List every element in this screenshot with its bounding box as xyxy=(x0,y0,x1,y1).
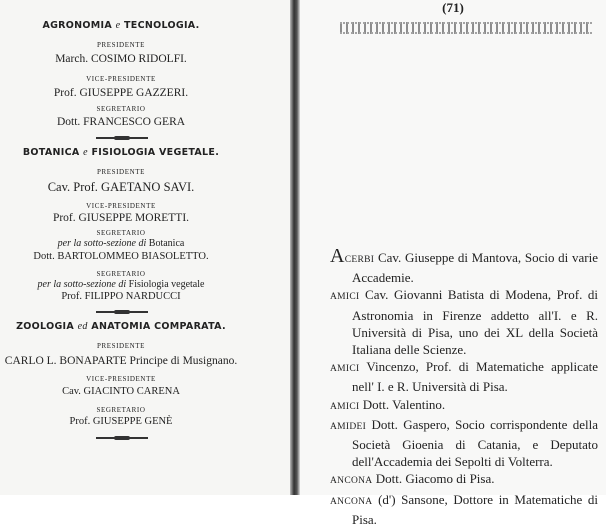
role-label: PRESIDENTE xyxy=(97,168,145,176)
list-item xyxy=(330,358,598,395)
entry-text: Dott. Valentino. xyxy=(359,396,446,412)
initial-capital: A xyxy=(330,245,345,267)
member-name: Cav. Prof. GAETANO SAVI. xyxy=(47,180,195,194)
section-title: AGRONOMIA e TECNOLOGIA. xyxy=(42,20,200,31)
entry-text: Cav. Giuseppe di Mantova, Socio di varie Accademie. xyxy=(352,250,598,286)
section-title: ZOOLOGIA ed ANATOMIA COMPARATA. xyxy=(16,321,226,332)
entry-text: Dott. Giacomo di Pisa. xyxy=(372,471,495,487)
divider xyxy=(96,437,148,439)
role-label: SEGRETARIO xyxy=(96,105,146,113)
list-item xyxy=(330,286,598,358)
entry-text: (d') Sansone, Dottore in Matematiche di Pisa. xyxy=(352,491,598,527)
list-item xyxy=(330,396,598,416)
role-label: VICE-PRESIDENTE xyxy=(86,75,156,83)
entry-surname: AMICI xyxy=(330,292,360,303)
entry-surname: ANCONA xyxy=(330,476,373,487)
list-item xyxy=(330,470,598,490)
role-label: VICE-PRESIDENTE xyxy=(86,375,156,383)
entry-surname: AMICI xyxy=(330,364,360,375)
role-label: SEGRETARIO xyxy=(96,406,146,414)
member-name: March. COSIMO RIDOLFI. xyxy=(55,53,187,65)
role-label: SEGRETARIO xyxy=(96,270,146,278)
ornament-border xyxy=(340,22,592,34)
page-number: (71) xyxy=(442,0,464,15)
entry-surname: ACERBI xyxy=(330,245,375,267)
right-page xyxy=(300,0,606,527)
entry-text: Vincenzo, Prof. di Matematiche applicate nell' I. e R. Università di Pisa. xyxy=(352,359,598,395)
entry-text: Cav. Giovanni Batista di Modena, Prof. di Astronomia in Firenze addetto all'I. e R. Università di Pisa, uno dei XL della Società Italiana delle Scienze. xyxy=(352,287,598,358)
member-name: CARLO L. BONAPARTE Principe di Musignano. xyxy=(4,355,238,367)
entry-surname: AMIDEI xyxy=(330,421,367,432)
member-name: Prof. GIUSEPPE MORETTI. xyxy=(52,212,190,224)
member-name: Dott. BARTOLOMMEO BIASOLETTO. xyxy=(33,251,209,262)
role-label: SEGRETARIO xyxy=(96,229,146,237)
list-item xyxy=(330,245,598,286)
divider xyxy=(96,137,148,139)
divider xyxy=(96,311,148,313)
member-name: Dott. FRANCESCO GERA xyxy=(56,116,186,128)
role-label: VICE-PRESIDENTE xyxy=(86,202,156,210)
member-name: Prof. GIUSEPPE GENÈ xyxy=(69,416,173,427)
member-list xyxy=(330,245,598,528)
list-item xyxy=(330,416,598,471)
entry-surname: AMICI xyxy=(330,401,360,412)
member-name: Prof. FILIPPO NARDUCCI xyxy=(61,291,181,302)
role-label: PRESIDENTE xyxy=(97,342,145,350)
role-note: per la sotto-sezione di Fisiologia vegetale xyxy=(37,279,205,290)
member-name: Cav. GIACINTO CARENA xyxy=(62,386,180,397)
left-page xyxy=(0,0,292,495)
member-name: Prof. GIUSEPPE GAZZERI. xyxy=(53,87,189,99)
role-label: PRESIDENTE xyxy=(97,41,145,49)
entry-surname: ANCONA xyxy=(330,496,373,507)
book-gutter xyxy=(290,0,300,495)
role-note: per la sotto-sezione di Botanica xyxy=(57,238,185,249)
list-item xyxy=(330,491,598,528)
section-title: BOTANICA e FISIOLOGIA VEGETALE. xyxy=(22,147,220,158)
entry-text: Dott. Gaspero, Socio corrispondente della Società Gioenia di Catania, e Deputato dell'Accademia dei Sepolti di Volterra. xyxy=(352,416,598,470)
